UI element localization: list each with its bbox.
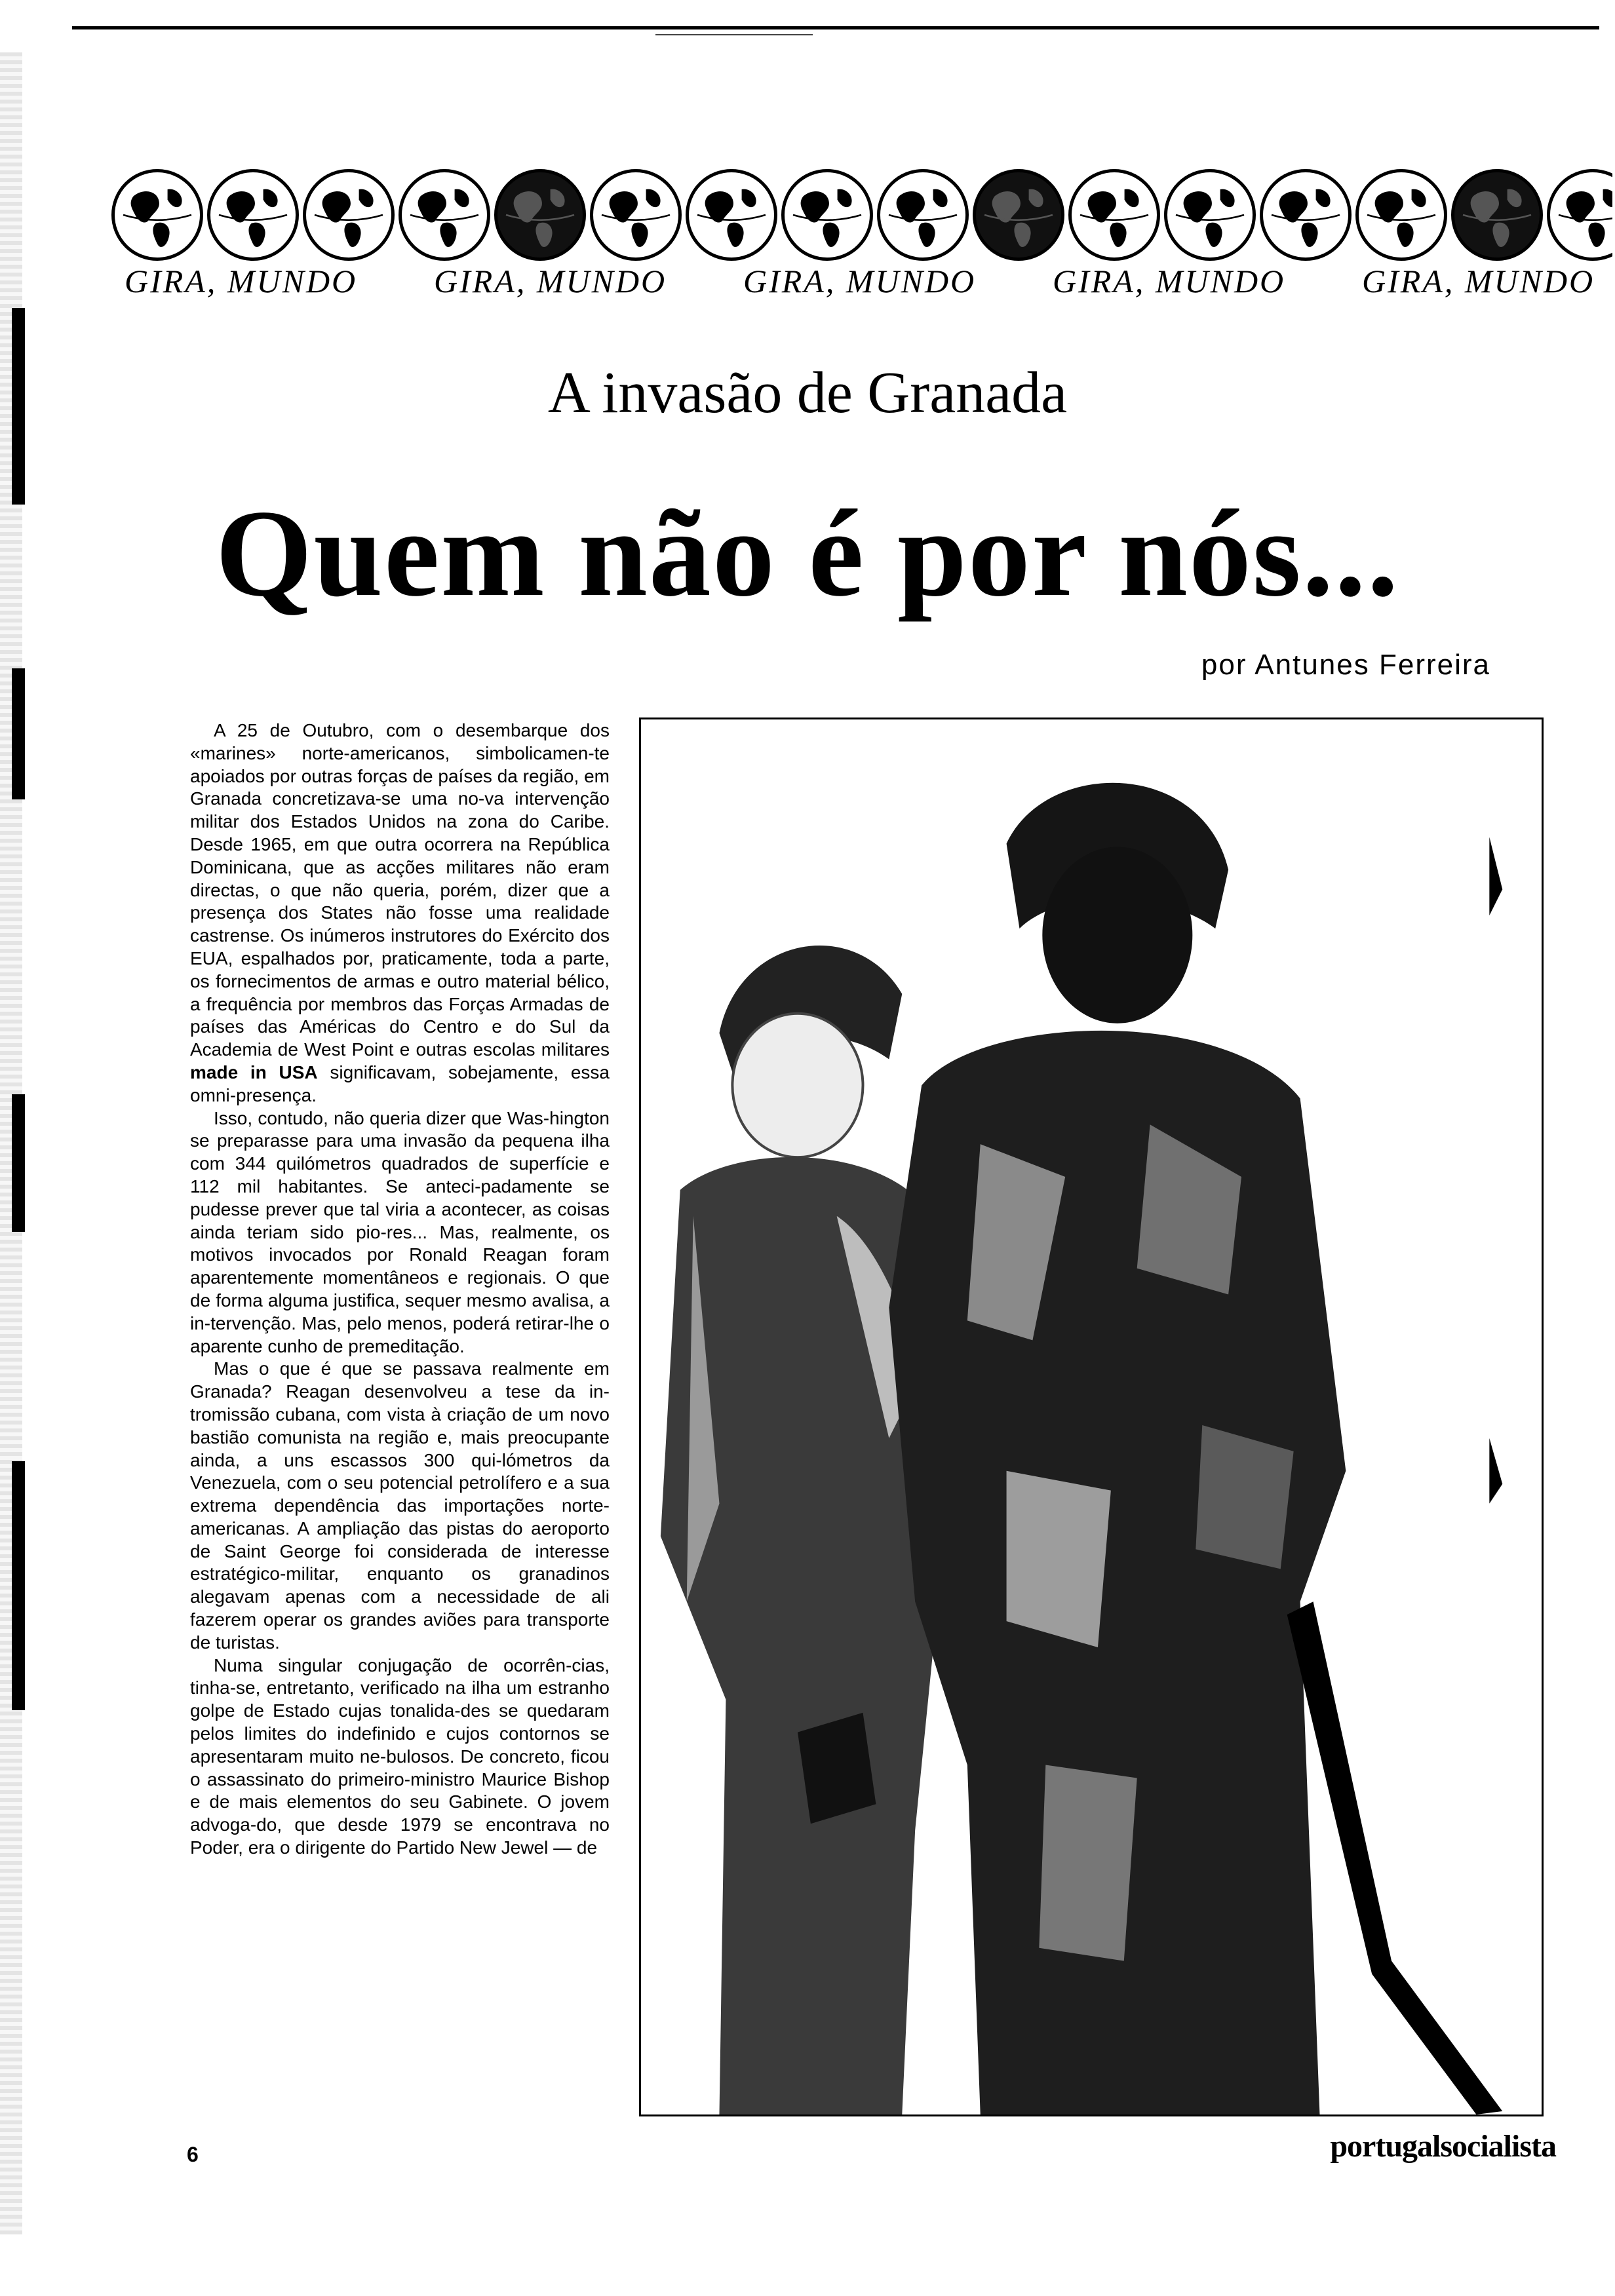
globe-icon — [590, 169, 682, 261]
globe-icon — [399, 169, 490, 261]
top-rule-thin — [655, 34, 813, 35]
globe-icon — [1068, 169, 1160, 261]
article-photo — [639, 718, 1544, 2116]
page-number: 6 — [187, 2143, 199, 2166]
globe-icon — [781, 169, 873, 261]
globe-icon — [111, 169, 203, 261]
globe-icon — [1355, 169, 1447, 261]
soldiers-photo-icon — [641, 719, 1542, 2114]
globe-icon — [973, 169, 1064, 261]
section-kicker: GIRA, MUNDO — [743, 263, 977, 299]
article-headline: Quem não é por nós... — [215, 485, 1400, 622]
globe-icon — [877, 169, 969, 261]
section-kicker: GIRA, MUNDO — [434, 263, 667, 299]
globe-icon — [1451, 169, 1543, 261]
article-body: A 25 de Outubro, com o desembarque dos «marines» norte-americanos, simbolicamen-te apoiados por outras forças de países da região, em Granada concretizava-se uma no-va intervenção militar dos Estados Unidos na zona do Caribe. Desde 1965, em que outra ocorrera na República Dominicana, que as acções militares não eram directas, o que não queria, porém, dizer que a presença dos States não fosse uma realidade castrense. Os inúmeros instrutores do Exército dos EUA, espalhados por, praticamente, toda a parte, os fornecimentos de armas e outro material bélico, a frequência por membros das Forças Armadas de países das Américas do Centro e do Sul da Academia de West Point e outras escolas militares made in USA significavam, sobejamente, essa omni-presença. Isso, contudo, não queria dizer que Was-hington se preparasse para uma invasão da pequena ilha com 344 quilómetros quadrados de superfície e 112 mil habitantes. Se anteci-padamente se pudesse prever que tal viria a acontecer, as coisas ainda teriam sido pio-res... Mas, realmente, os motivos invocados por Ronald Reagan foram aparentemente momentâneos e regionais. O que de forma alguma justifica, sequer mesmo avalisa, a in-tervenção. Mas, pelo menos, poderá retirar-lhe o aparente cunho de premeditação. Mas o que é que se passava realmente em Granada? Reagan desenvolveu a tese da in-tromissão cubana, com vista à criação de um novo bastião comunista na região e, mais preocupante ainda, a uns escassos 300 qui-lómetros da Venezuela, com o seu potencial petrolífero e a sua extrema dependência das importações norte-americanas. A ampliação das pistas do aeroporto de Saint George foi considerada de interesse estratégico-militar, enquanto os granadinos alegavam apenas com a necessidade de ali fazerem operar os grandes aviões para transporte de turistas. Numa singular conjugação de ocorrên-cias, tinha-se, entretanto, verificado na ilha um estranho golpe de Estado cujas tonalida-des se quedaram pelos limites do indefinido e cujos contornos se apresentaram muito ne-bulosos. De concreto, ficou o assassinato do primeiro-ministro Maurice Bishop e de mais elementos do seu Gabinete. O jovem advoga-do, que desde 1979 se encontrava no Poder, era o dirigente do Partido New Jewel — de — [190, 720, 610, 1858]
scan-edge-bar — [12, 1461, 25, 1710]
globe-icon — [1260, 169, 1352, 261]
globe-icon — [207, 169, 299, 261]
globe-icon — [1164, 169, 1256, 261]
globe-row — [111, 156, 1612, 274]
section-kicker: GIRA, MUNDO — [1362, 263, 1595, 299]
globe-icon — [686, 169, 777, 261]
section-kicker: GIRA, MUNDO — [1053, 263, 1286, 299]
globe-icon — [1547, 169, 1612, 261]
scan-edge-bar — [12, 1094, 25, 1232]
globe-icon — [303, 169, 395, 261]
article-subtitle: A invasão de Granada — [547, 360, 1068, 425]
section-kicker: GIRA, MUNDO — [125, 263, 358, 299]
kicker-row — [125, 262, 1612, 308]
publication-masthead: portugalsocialista — [1330, 2129, 1556, 2164]
globe-icon — [494, 169, 586, 261]
article-byline: por Antunes Ferreira — [1201, 649, 1490, 681]
top-rule — [72, 26, 1599, 29]
scan-edge-bar — [12, 668, 25, 799]
